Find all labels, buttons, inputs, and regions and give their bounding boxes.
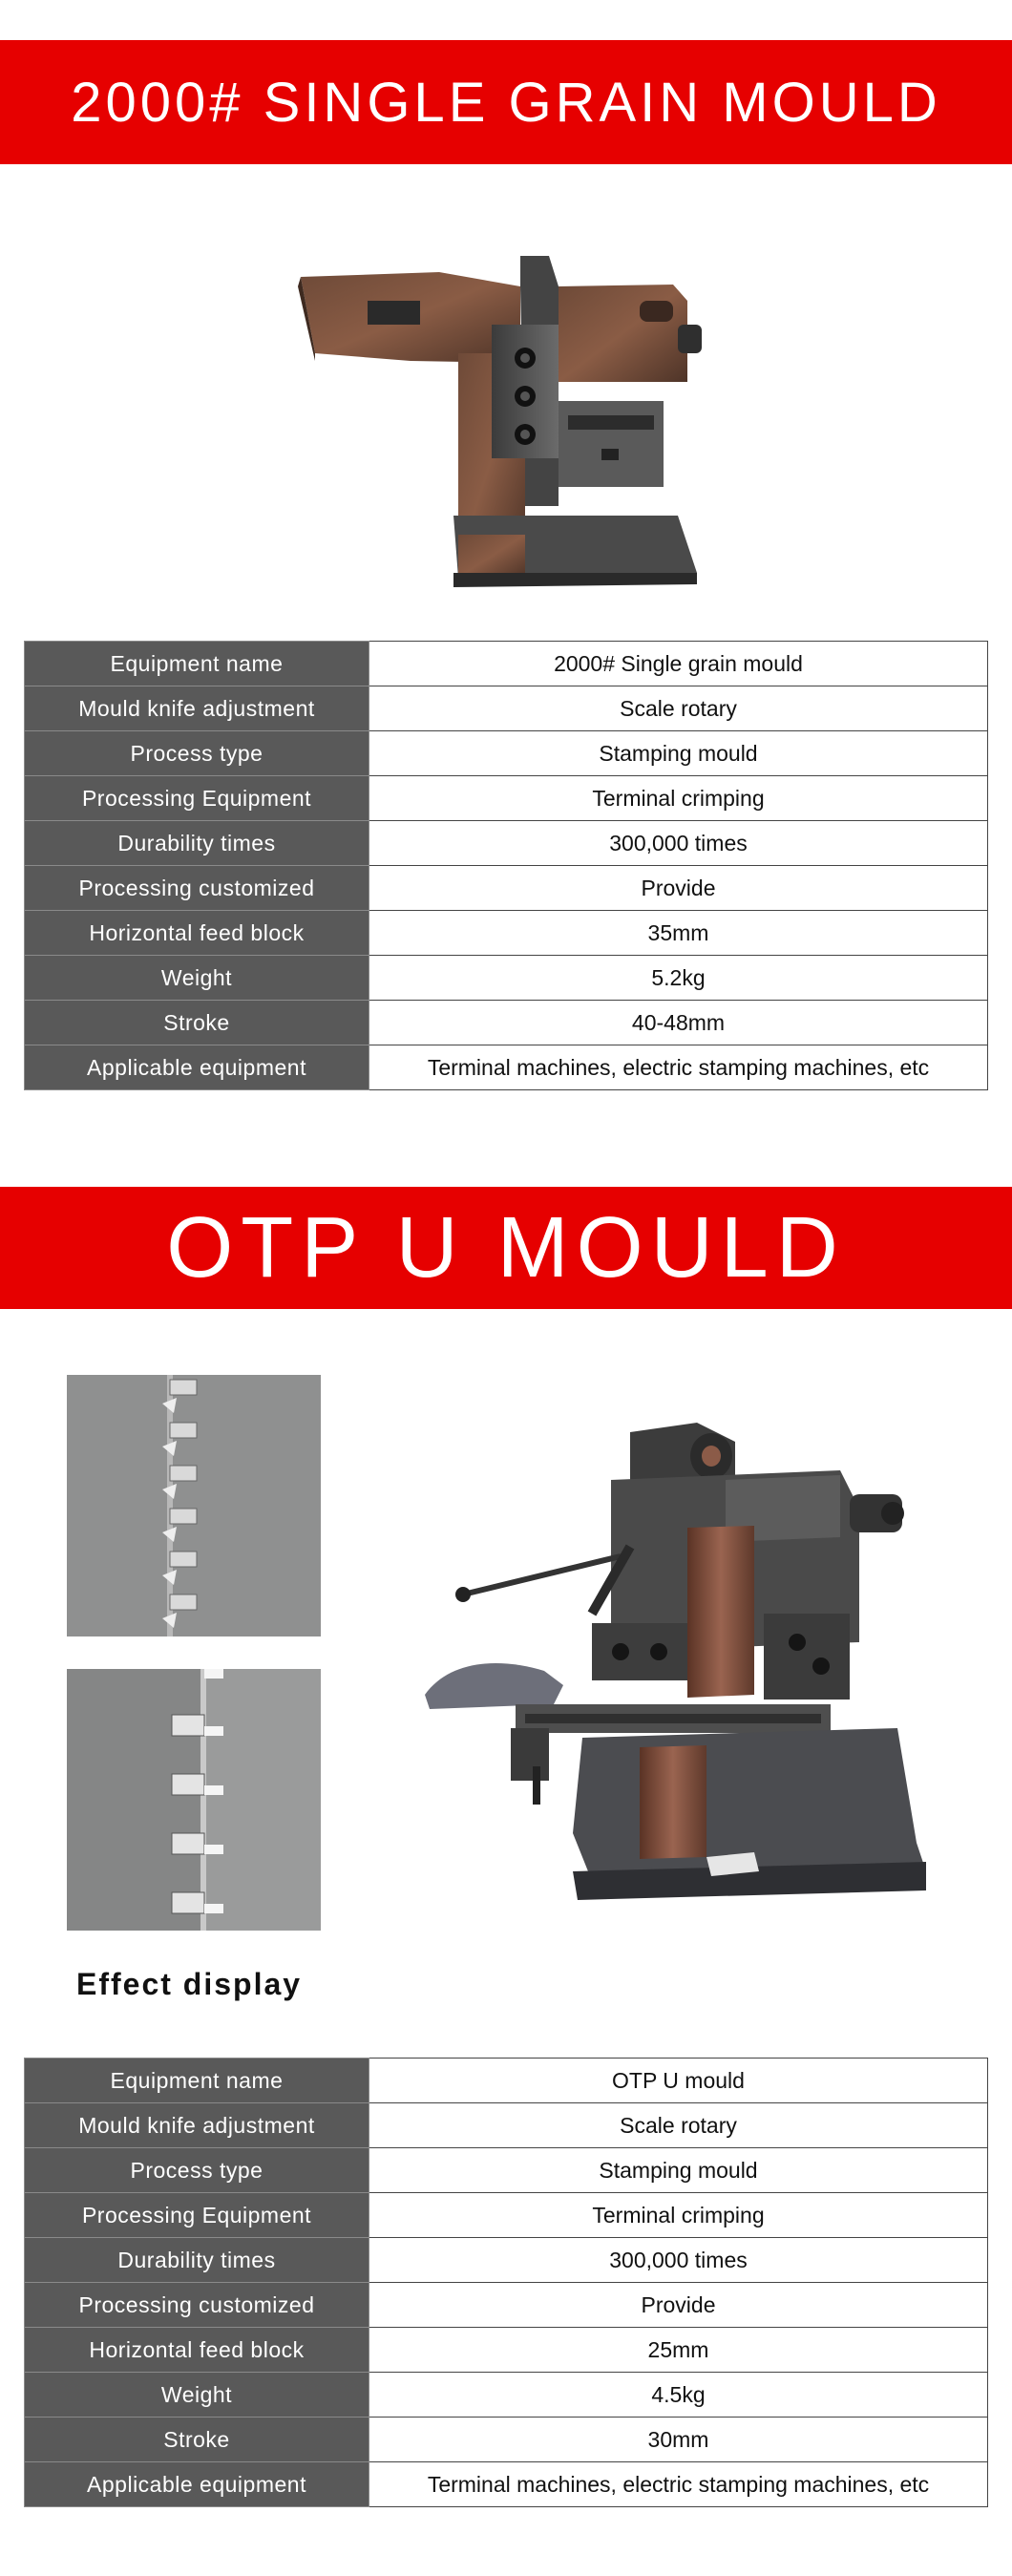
spec-value: 25mm bbox=[369, 2328, 988, 2373]
table-row bbox=[25, 686, 988, 731]
otp-u-mould-photo bbox=[420, 1423, 926, 1919]
spec-label: Applicable equipment bbox=[25, 2462, 369, 2507]
spec-label: Horizontal feed block bbox=[25, 2328, 369, 2373]
effect-photo-1 bbox=[67, 1375, 321, 1636]
spec-value: Terminal machines, electric stamping machines, etc bbox=[369, 2462, 988, 2507]
spec-value: 2000# Single grain mould bbox=[369, 642, 988, 686]
spec-value: Stamping mould bbox=[369, 2148, 988, 2193]
single-grain-mould-photo bbox=[286, 248, 706, 602]
section2-spec-table bbox=[24, 2058, 988, 2507]
spec-value: 300,000 times bbox=[369, 821, 988, 866]
spec-label: Mould knife adjustment bbox=[25, 2103, 369, 2148]
spec-label: Mould knife adjustment bbox=[25, 686, 369, 731]
table-row bbox=[25, 1001, 988, 1045]
spec-value: 35mm bbox=[369, 911, 988, 956]
table-row bbox=[25, 866, 988, 911]
spec-label: Processing Equipment bbox=[25, 2193, 369, 2238]
table-row bbox=[25, 821, 988, 866]
spec-value: 300,000 times bbox=[369, 2238, 988, 2283]
spec-label: Horizontal feed block bbox=[25, 911, 369, 956]
table-row bbox=[25, 911, 988, 956]
table-row bbox=[25, 2373, 988, 2418]
table-row bbox=[25, 2103, 988, 2148]
table-row bbox=[25, 2283, 988, 2328]
spec-label: Equipment name bbox=[25, 642, 369, 686]
spec-label: Weight bbox=[25, 956, 369, 1001]
table-row bbox=[25, 2059, 988, 2103]
table-row bbox=[25, 956, 988, 1001]
section1-spec-table bbox=[24, 641, 988, 1090]
effect-display-label: Effect display bbox=[76, 1967, 303, 2001]
table-row bbox=[25, 2193, 988, 2238]
spec-label: Stroke bbox=[25, 1001, 369, 1045]
spec-label: Durability times bbox=[25, 2238, 369, 2283]
spec-label: Process type bbox=[25, 731, 369, 776]
section2-banner bbox=[0, 1187, 1012, 1309]
spec-value: 4.5kg bbox=[369, 2373, 988, 2418]
spec-label: Equipment name bbox=[25, 2059, 369, 2103]
spec-label: Durability times bbox=[25, 821, 369, 866]
spec-label: Applicable equipment bbox=[25, 1045, 369, 1090]
spec-value: OTP U mould bbox=[369, 2059, 988, 2103]
spec-label: Stroke bbox=[25, 2418, 369, 2462]
spec-value: 5.2kg bbox=[369, 956, 988, 1001]
spec-label: Processing customized bbox=[25, 866, 369, 911]
effect-photo-2 bbox=[67, 1669, 321, 1931]
spec-value: 40-48mm bbox=[369, 1001, 988, 1045]
section1-banner bbox=[0, 40, 1012, 164]
spec-value: Scale rotary bbox=[369, 2103, 988, 2148]
section1-title: 2000# SINGLE GRAIN MOULD bbox=[71, 71, 941, 134]
spec-value: Scale rotary bbox=[369, 686, 988, 731]
spec-value: 30mm bbox=[369, 2418, 988, 2462]
table-row bbox=[25, 2328, 988, 2373]
spec-label: Process type bbox=[25, 2148, 369, 2193]
spec-value: Stamping mould bbox=[369, 731, 988, 776]
spec-value: Terminal machines, electric stamping machines, etc bbox=[369, 1045, 988, 1090]
table-row bbox=[25, 776, 988, 821]
section2-title: OTP U MOULD bbox=[166, 1199, 846, 1296]
spec-value: Terminal crimping bbox=[369, 2193, 988, 2238]
spec-label: Processing customized bbox=[25, 2283, 369, 2328]
table-row bbox=[25, 2462, 988, 2507]
table-row bbox=[25, 2418, 988, 2462]
table-row bbox=[25, 2238, 988, 2283]
spec-label: Processing Equipment bbox=[25, 776, 369, 821]
table-row bbox=[25, 1045, 988, 1090]
spec-value: Provide bbox=[369, 866, 988, 911]
table-row bbox=[25, 642, 988, 686]
spec-value: Terminal crimping bbox=[369, 776, 988, 821]
spec-value: Provide bbox=[369, 2283, 988, 2328]
spec-label: Weight bbox=[25, 2373, 369, 2418]
table-row bbox=[25, 2148, 988, 2193]
table-row bbox=[25, 731, 988, 776]
